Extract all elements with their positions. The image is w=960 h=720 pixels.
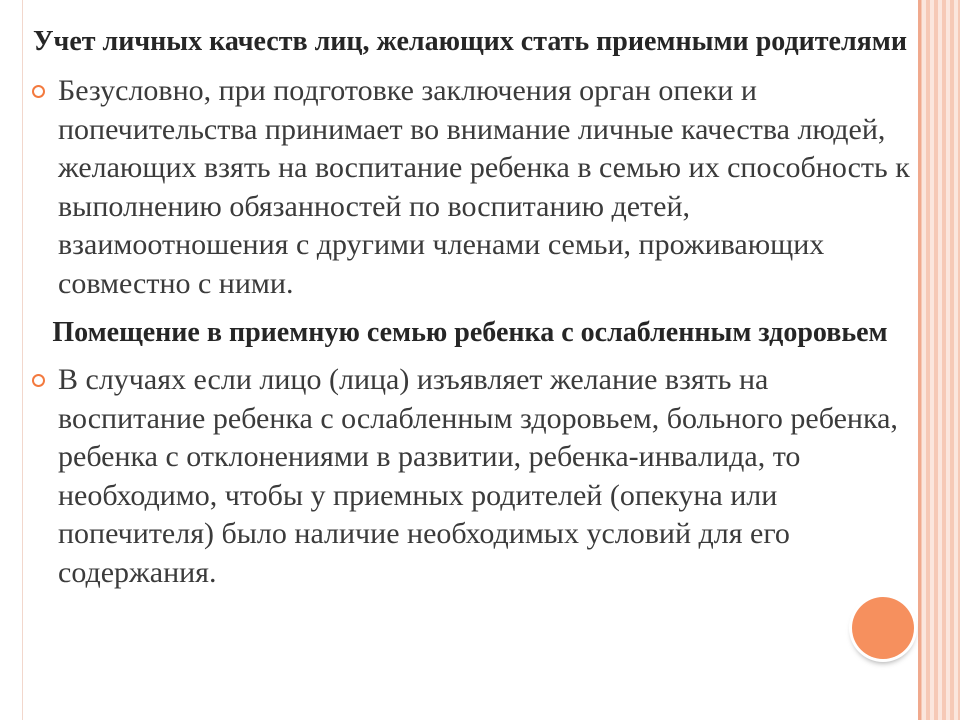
- bullet-text-1: Безусловно, при подготовке заключения орган опеки и попечительства принимает во внимание личные качества людей, желающих взять на воспитание ребенка в семью их способность к выполнению обязанностей по воспитанию детей, взаимоотношения с другими членами семьи, проживающих совместно с ними.: [58, 74, 910, 300]
- slide-content: [30, 24, 910, 592]
- bullet-item-1: [30, 72, 910, 303]
- circle-bullet-icon: [32, 85, 45, 98]
- orange-circle-decoration: [852, 597, 914, 659]
- circle-bullet-icon: [32, 374, 45, 387]
- bullet-text-2: В случаях если лицо (лица) изъявляет желание взять на воспитание ребенка с ослабленным здоровьем, больного ребенка, ребенка с отклонениями в развитии, ребенка-инвалида, то необходимо, чтобы у приемных родителей (опекуна или попечителя) было наличие необходимых условий для его содержания.: [58, 363, 898, 589]
- right-striped-border: [918, 0, 960, 720]
- left-border: [0, 0, 23, 720]
- bullet-item-2: [30, 361, 910, 592]
- slide-heading-weak-health: Помещение в приемную семью ребенка с ослабленным здоровьем: [52, 317, 888, 348]
- slide-heading-personal-qualities: Учет личных качеств лиц, желающих стать приемными родителями: [32, 26, 907, 57]
